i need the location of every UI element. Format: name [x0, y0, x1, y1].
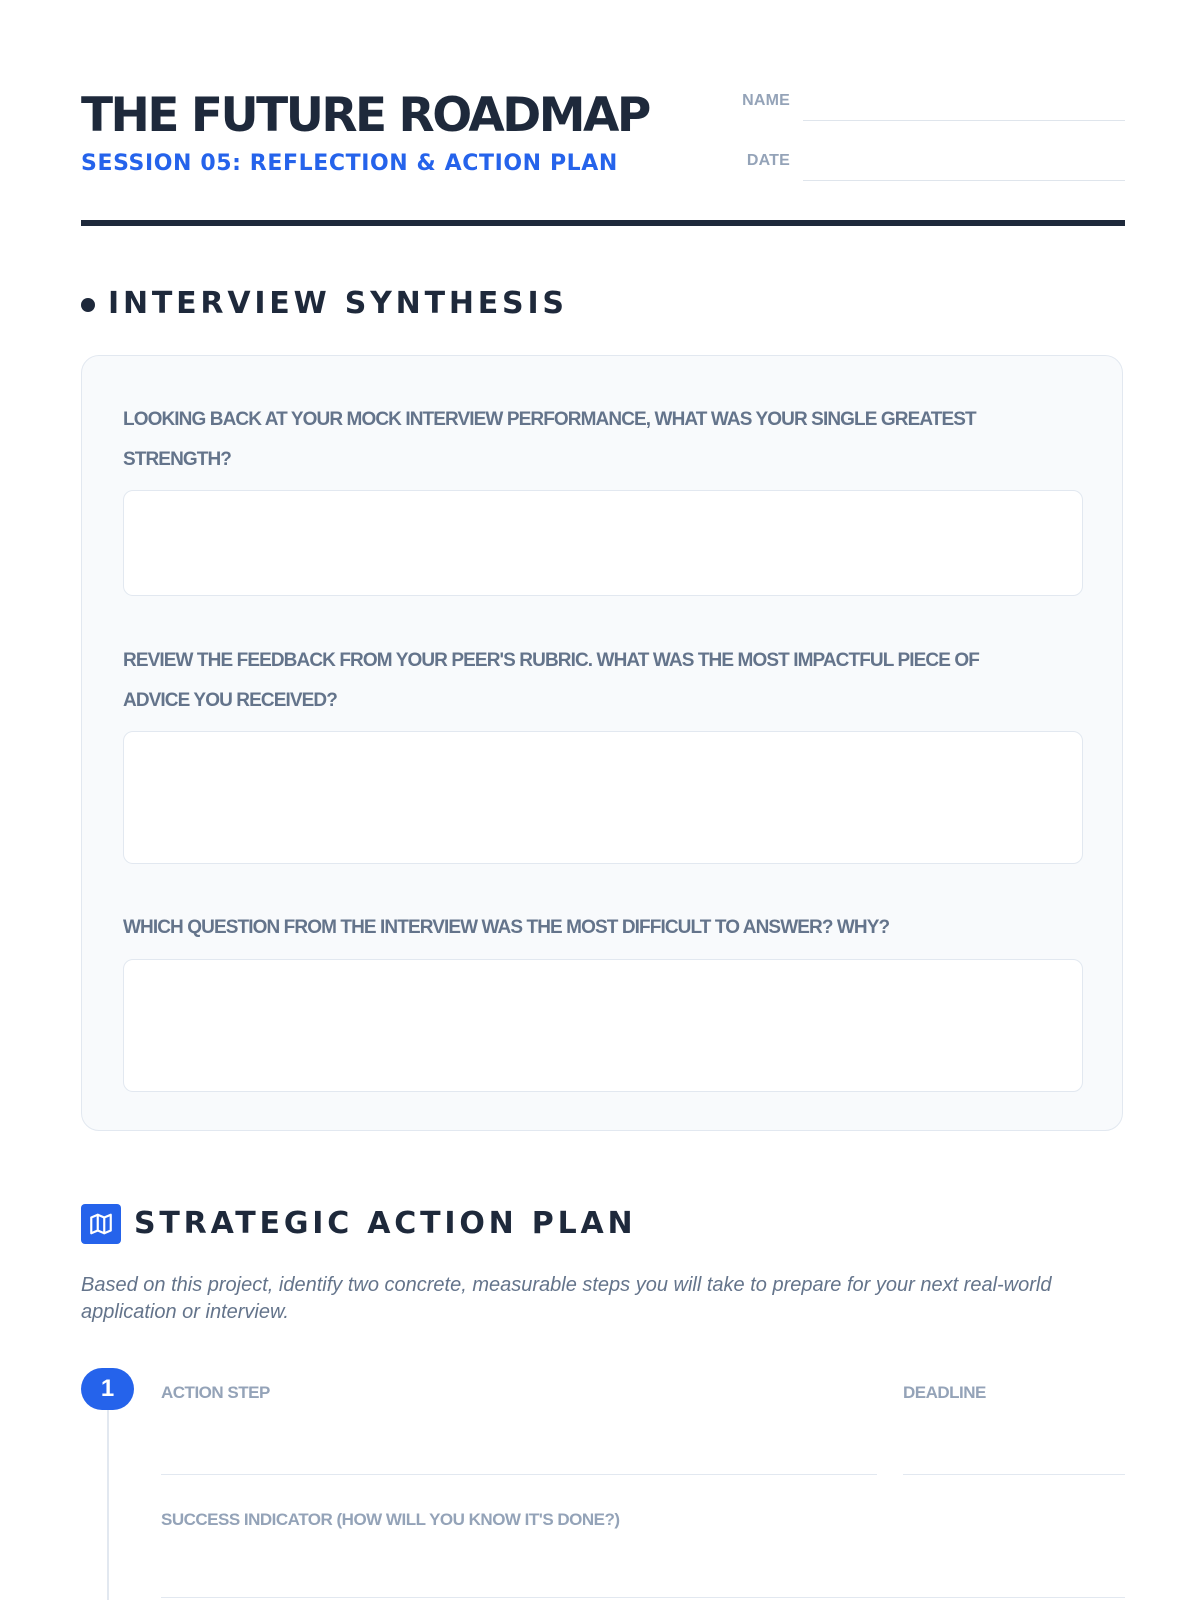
- question-feedback: REVIEW THE FEEDBACK FROM YOUR PEER'S RUBRIC. WHAT WAS THE MOST IMPACTFUL PIECE OF ADVICE YOU RECEIVED?: [123, 650, 979, 711]
- page-title: THE FUTURE ROADMAP: [81, 88, 649, 143]
- map-icon: [81, 1204, 121, 1244]
- step-number-badge: 1: [81, 1368, 134, 1410]
- name-label: NAME: [742, 92, 790, 109]
- action-step-field[interactable]: [161, 1473, 877, 1475]
- step-connector-line: [107, 1410, 109, 1600]
- answer-strength-field[interactable]: [123, 490, 1083, 596]
- question-difficult: WHICH QUESTION FROM THE INTERVIEW WAS THE MOST DIFFICULT TO ANSWER? WHY?: [123, 917, 890, 938]
- header-divider: [81, 220, 1125, 226]
- bullet-dot-icon: [81, 298, 95, 312]
- date-label: DATE: [746, 152, 790, 169]
- synthesis-heading: INTERVIEW SYNTHESIS: [108, 286, 568, 321]
- name-field[interactable]: [803, 86, 1125, 121]
- success-indicator-label: SUCCESS INDICATOR (HOW WILL YOU KNOW IT'S DONE?): [161, 1510, 620, 1529]
- action-plan-heading: STRATEGIC ACTION PLAN: [134, 1206, 637, 1241]
- deadline-label: DEADLINE: [903, 1383, 986, 1402]
- action-plan-intro: Based on this project, identify two concrete, measurable steps you will take to prepare for your next real-world application or interview.: [81, 1274, 1052, 1323]
- action-step-label: ACTION STEP: [161, 1383, 270, 1402]
- success-indicator-field[interactable]: [161, 1596, 1125, 1598]
- question-strength: LOOKING BACK AT YOUR MOCK INTERVIEW PERFORMANCE, WHAT WAS YOUR SINGLE GREATEST STRENGTH?: [123, 409, 976, 470]
- page-subtitle: SESSION 05: REFLECTION & ACTION PLAN: [81, 151, 618, 176]
- answer-feedback-field[interactable]: [123, 731, 1083, 864]
- date-field[interactable]: [803, 146, 1125, 181]
- answer-difficult-field[interactable]: [123, 959, 1083, 1092]
- synthesis-card: [81, 355, 1123, 1131]
- deadline-field[interactable]: [903, 1473, 1125, 1475]
